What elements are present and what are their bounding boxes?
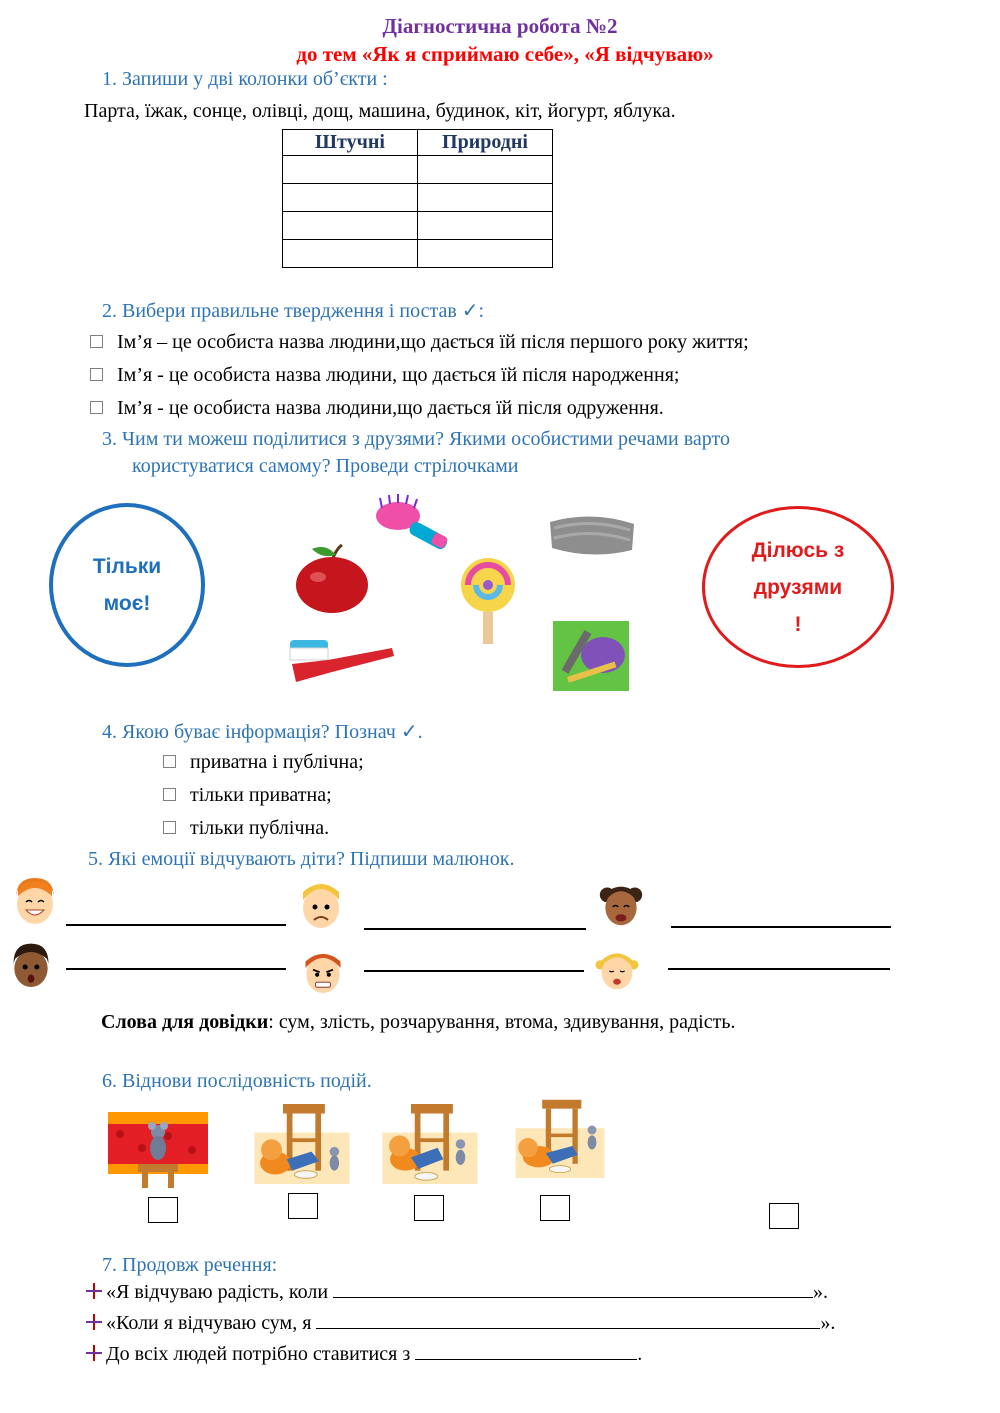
cat-under-stool-picture-2 xyxy=(380,1104,480,1184)
toothbrush-icon[interactable] xyxy=(288,634,396,690)
q2-title: 2. Вибери правильне твердження і постав ✓: xyxy=(102,300,485,322)
share-circle[interactable]: Ділюсь з друзями ! xyxy=(702,506,894,668)
checkbox[interactable] xyxy=(163,821,176,834)
cat-under-stool-picture-1 xyxy=(252,1104,352,1184)
cross-bullet-icon xyxy=(86,1283,102,1299)
q1-table xyxy=(282,129,553,268)
answer-line[interactable] xyxy=(415,1359,637,1360)
q2-option[interactable]: Ім’я - це особиста назва людини,що дається їй після одруження. xyxy=(90,397,664,420)
answer-line[interactable] xyxy=(364,970,584,972)
q5-title: 5. Які емоції відчувають діти? Підпиши малюнок. xyxy=(88,848,515,870)
q4-option[interactable]: тільки приватна; xyxy=(163,784,332,807)
table-cell[interactable] xyxy=(418,240,553,268)
sentence-1: «Я відчуваю радість, коли ». xyxy=(86,1281,828,1304)
q1-title: 1. Запиши у дві колонки об’єкти : xyxy=(102,68,388,90)
checkbox[interactable] xyxy=(163,755,176,768)
order-box[interactable] xyxy=(148,1197,178,1223)
table-cell[interactable] xyxy=(283,156,418,184)
q3-title-line2: користуватися самому? Проведи стрілочками xyxy=(132,455,519,477)
checkbox[interactable] xyxy=(90,368,103,381)
page-subtitle: до тем «Як я сприймаю себе», «Я відчуваю» xyxy=(296,42,714,66)
sentence-3: До всіх людей потрібно ставитися з . xyxy=(86,1343,642,1366)
col-header-artificial: Штучні xyxy=(283,130,418,156)
mouse-on-table-picture xyxy=(108,1108,208,1188)
table-cell[interactable] xyxy=(418,212,553,240)
table-cell[interactable] xyxy=(283,184,418,212)
answer-line[interactable] xyxy=(333,1297,813,1298)
q7-title: 7. Продовж речення: xyxy=(102,1254,278,1276)
only-mine-circle[interactable]: Тільки моє! xyxy=(49,503,205,667)
q5-hint: Слова для довідки: сум, злість, розчарування, втома, здивування, радість. xyxy=(101,1011,736,1033)
page-title: Діагностична робота №2 xyxy=(382,14,618,38)
order-box[interactable] xyxy=(540,1195,570,1221)
table-cell[interactable] xyxy=(418,156,553,184)
hairbrush-icon[interactable] xyxy=(372,494,458,554)
cat-under-stool-picture-3 xyxy=(510,1098,610,1178)
answer-line[interactable] xyxy=(364,928,586,930)
crying-face-icon[interactable] xyxy=(598,880,644,930)
table-cell[interactable] xyxy=(418,184,553,212)
angry-face-icon[interactable] xyxy=(300,948,346,998)
answer-line[interactable] xyxy=(66,924,286,926)
order-box[interactable] xyxy=(769,1203,799,1229)
q1-items: Парта, їжак, сонце, олівці, дощ, машина, будинок, кіт, йогурт, яблука. xyxy=(84,100,676,122)
cross-bullet-icon xyxy=(86,1314,102,1330)
q2-option[interactable]: Ім’я – це особиста назва людини,що дається їй після першого року життя; xyxy=(90,331,749,354)
table-cell[interactable] xyxy=(283,240,418,268)
q6-title: 6. Віднови послідовність подій. xyxy=(102,1070,372,1092)
answer-line[interactable] xyxy=(671,926,891,928)
sentence-2: «Коли я відчуваю сум, я ». xyxy=(86,1312,835,1335)
tired-face-icon[interactable] xyxy=(594,946,640,996)
lollipop-icon[interactable] xyxy=(458,557,520,645)
sad-face-icon[interactable] xyxy=(298,880,344,930)
order-box[interactable] xyxy=(288,1193,318,1219)
q2-option[interactable]: Ім’я - це особиста назва людини, що дається їй після народження; xyxy=(90,364,679,387)
cross-bullet-icon xyxy=(86,1345,102,1361)
pen-pencil-icon[interactable] xyxy=(553,621,629,691)
apple-icon[interactable] xyxy=(292,543,376,615)
joy-face-icon[interactable] xyxy=(12,876,58,926)
table-cell[interactable] xyxy=(283,212,418,240)
surprised-face-icon[interactable] xyxy=(8,942,54,992)
q3-title-line1: 3. Чим ти можеш поділитися з друзями? Якими особистими речами варто xyxy=(102,428,730,450)
q4-option[interactable]: тільки публічна. xyxy=(163,817,329,840)
checkbox[interactable] xyxy=(90,335,103,348)
answer-line[interactable] xyxy=(66,968,286,970)
towel-icon[interactable] xyxy=(546,510,638,560)
answer-line[interactable] xyxy=(316,1328,820,1329)
answer-line[interactable] xyxy=(668,968,890,970)
checkbox[interactable] xyxy=(90,401,103,414)
q4-title: 4. Якою буває інформація? Познач ✓. xyxy=(102,721,423,743)
q4-option[interactable]: приватна і публічна; xyxy=(163,751,364,774)
checkbox[interactable] xyxy=(163,788,176,801)
col-header-natural: Природні xyxy=(418,130,553,156)
order-box[interactable] xyxy=(414,1195,444,1221)
